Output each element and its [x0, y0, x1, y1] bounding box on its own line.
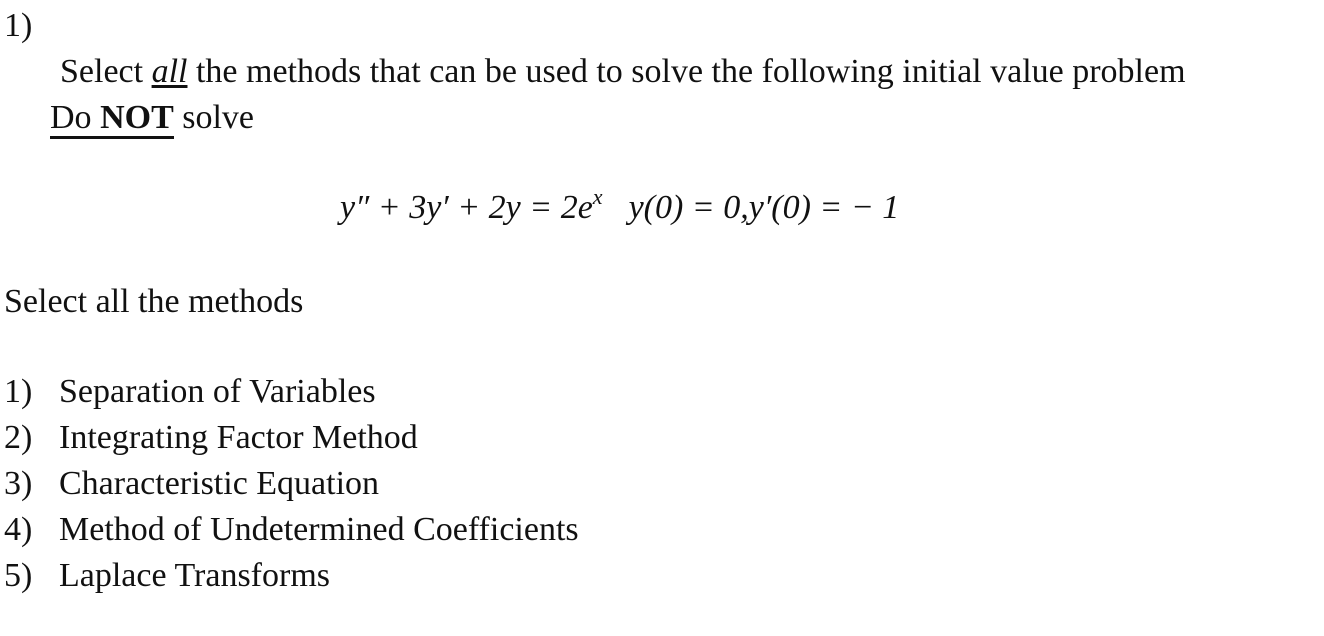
- solve-text: solve: [173, 99, 255, 136]
- question-number: 1): [4, 7, 33, 44]
- method-label: Integrating Factor Method: [59, 419, 418, 456]
- instruction-text-after: the methods that can be used to solve the following initial value problem: [187, 53, 1186, 90]
- do-not-underline: [50, 100, 174, 139]
- method-option-separation-of-variables[interactable]: [4, 372, 579, 418]
- method-option-laplace-transforms[interactable]: [4, 556, 579, 602]
- method-label: Laplace Transforms: [59, 557, 331, 594]
- initial-conditions: y(0) = 0,y′(0) = − 1: [628, 189, 900, 226]
- do-not-solve-note: [50, 98, 254, 139]
- method-number: 3): [4, 465, 33, 502]
- method-number: 1): [4, 373, 33, 410]
- method-number: 2): [4, 419, 33, 456]
- method-label: Characteristic Equation: [59, 465, 380, 502]
- emphasis-all: all: [151, 53, 188, 90]
- method-label: Method of Undetermined Coefficients: [59, 511, 579, 548]
- method-option-integrating-factor[interactable]: [4, 418, 579, 464]
- select-methods-prompt: Select all the methods: [4, 283, 304, 320]
- method-option-undetermined-coefficients[interactable]: [4, 510, 579, 556]
- method-number: 5): [4, 557, 33, 594]
- method-label: Separation of Variables: [59, 373, 376, 410]
- ode-exponent: x: [592, 184, 603, 209]
- methods-list: [4, 372, 579, 602]
- ode-lhs: y″ + 3y′ + 2y = 2e: [340, 189, 593, 226]
- method-option-characteristic-equation[interactable]: [4, 464, 579, 510]
- do-text: Do: [50, 99, 92, 136]
- initial-value-problem-equation: [340, 184, 900, 228]
- instruction-text-before: Select: [60, 53, 152, 90]
- question-instruction: [60, 52, 1186, 92]
- method-number: 4): [4, 511, 33, 548]
- not-emphasis: NOT: [100, 99, 174, 136]
